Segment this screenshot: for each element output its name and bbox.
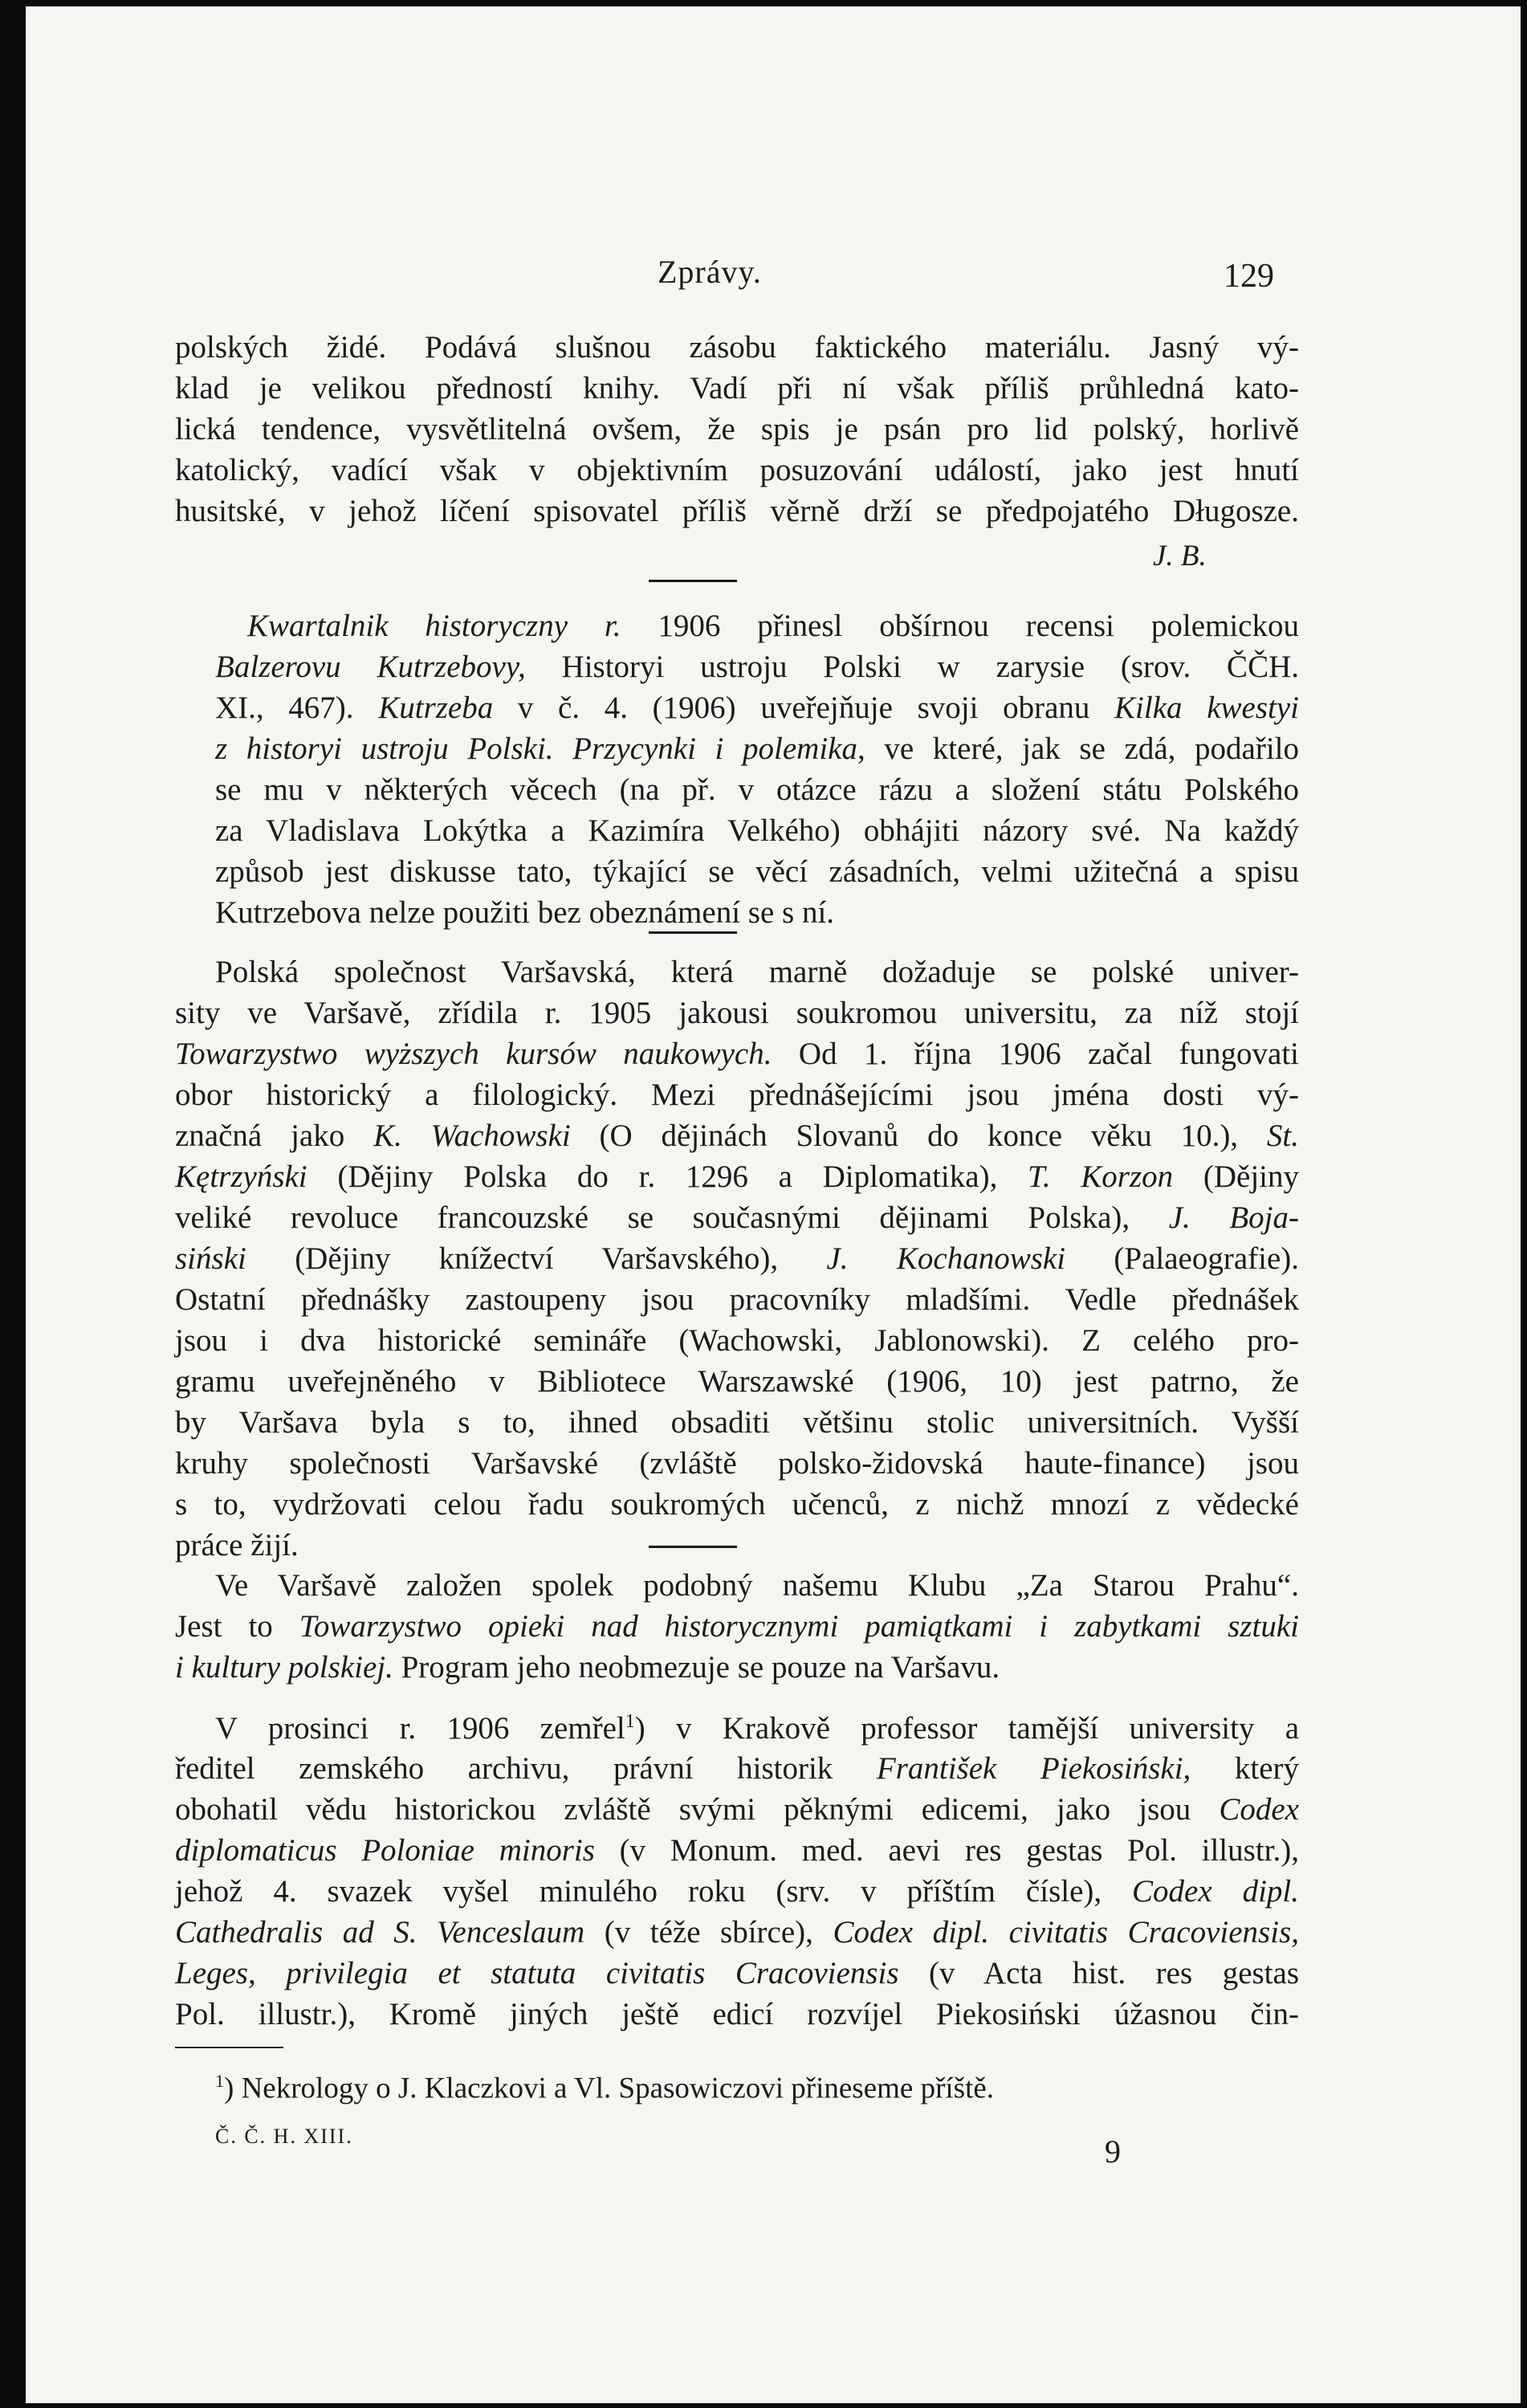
text-line: Pol. illustr.), Kromě jiných ještě edicí rozvíjel Piekosiński úžasnou čin-: [175, 1997, 1299, 2031]
text-line: jsou i dva historické semináře (Wachowski, Jablonowski). Z celého pro-: [175, 1323, 1299, 1358]
text-line: obor historický a filologický. Mezi přednášejícími jsou jména dosti vý-: [175, 1078, 1299, 1112]
text-line: Jest to Towarzystwo opieki nad historycznymi pamiątkami i zabytkami sztuki: [175, 1609, 1299, 1644]
text-line: siński (Dějiny knížectví Varšavského), J. Kochanowski (Palaeografie).: [175, 1241, 1300, 1276]
text-line: Polská společnost Varšavská, která marně dožaduje se polské univer-: [215, 955, 1299, 989]
text-line: katolický, vadící však v objektivním posuzování událostí, jako jest hnutí: [175, 453, 1299, 487]
author-initials: J. B.: [1153, 540, 1207, 572]
signature-mark: Č. Č. H. XIII.: [215, 2125, 353, 2148]
text-line: Leges, privilegia et statuta civitatis Cracoviensis (v Acta hist. res gestas: [175, 1956, 1300, 1990]
text-line: Ve Varšavě založen spolek podobný našemu Klubu „Za Starou Prahu“.: [215, 1568, 1299, 1603]
text-line: Towarzystwo wyższych kursów naukowych. Od 1. října 1906 začal fungovati: [175, 1037, 1299, 1071]
text-line: s to, vydržovati celou řadu soukromých učenců, z nichž mnozí z vědecké: [175, 1487, 1299, 1522]
page-number: 129: [1224, 258, 1274, 295]
section-divider: [649, 1546, 737, 1548]
text-line: Cathedralis ad S. Venceslaum (v téže sbírce), Codex dipl. civitatis Cracoviensis,: [175, 1915, 1299, 1950]
text-line: XI., 467). Kutrzeba v č. 4. (1906) uveřejňuje svoji obranu Kilka kwestyi: [215, 691, 1299, 725]
text-line: obohatil vědu historickou zvláště svými pěknými edicemi, jako jsou Codex: [175, 1792, 1299, 1827]
text-line: značná jako K. Wachowski (O dějinách Slovanů do konce věku 10.), St.: [175, 1118, 1299, 1153]
sheet-number: 9: [1105, 2133, 1121, 2170]
text-line: jehož 4. svazek vyšel minulého roku (srv. v příštím čísle), Codex dipl.: [175, 1874, 1299, 1909]
section-divider: [649, 580, 737, 582]
text-line: i kultury polskiej. Program jeho neobmezuje se pouze na Varšavu.: [175, 1650, 1000, 1685]
text-line: Ostatní přednášky zastoupeny jsou pracovníky mladšími. Vedle přednášek: [175, 1282, 1299, 1317]
text-line: by Varšava byla s to, ihned obsaditi většinu stolic universitních. Vyšší: [175, 1405, 1299, 1440]
text-line: Kutrzebova nelze použiti bez obeznámení se s ní.: [215, 895, 835, 930]
text-line: diplomaticus Poloniae minoris (v Monum. med. aevi res gestas Pol. illustr.),: [175, 1833, 1299, 1868]
text-line: polských židé. Podává slušnou zásobu faktického materiálu. Jasný vý-: [175, 330, 1299, 365]
text-line: gramu uveřejněného v Bibliotece Warszawské (1906, 10) jest patrno, že: [175, 1364, 1299, 1399]
footnote-reference: 1: [625, 1711, 635, 1732]
text-line: ředitel zemského archivu, právní historik František Piekosiński, který: [175, 1751, 1299, 1786]
book-page: [26, 6, 1521, 2403]
footnote-rule: [175, 2047, 283, 2048]
text-line: V prosinci r. 1906 zemřel$^1$) v Krakově professor tamější university a: [215, 1711, 1300, 1746]
text-line: kruhy společnosti Varšavské (zvláště polsko-židovská haute-finance) jsou: [175, 1446, 1299, 1481]
text-line: způsob jest diskusse tato, týkající se věcí zásadních, velmi užitečná a spisu: [215, 854, 1299, 889]
text-line: z historyi ustroju Polski. Przycynki i polemika, ve které, jak se zdá, podařilo: [215, 731, 1299, 766]
text-line: Kętrzyński (Dějiny Polska do r. 1296 a Diplomatika), T. Korzon (Dějiny: [175, 1159, 1299, 1194]
text-line: Balzerovu Kutrzebovy, Historyi ustroju Polski w zarysie (srov. ČČH.: [215, 650, 1299, 684]
footnote: $^1$) Nekrology o J. Klaczkovi a Vl. Spasowiczovi přineseme příště.: [215, 2071, 995, 2105]
text-line: veliké revoluce francouzské se současnými dějinami Polska), J. Boja-: [175, 1200, 1299, 1235]
text-line: lická tendence, vysvětlitelná ovšem, že spis je psán pro lid polský, horlivě: [175, 412, 1299, 446]
section-divider: [649, 931, 737, 934]
text-line: Kwartalnik historyczny r. 1906 přinesl obšírnou recensi polemickou: [247, 609, 1299, 643]
text-line: za Vladislava Lokýtka a Kazimíra Velkého) obhájiti názory své. Na každý: [215, 813, 1299, 848]
text-line: práce žijí.: [175, 1528, 299, 1563]
running-head: Zprávy.: [658, 254, 762, 290]
text-line: sity ve Varšavě, zřídila r. 1905 jakousi soukromou universitu, za níž stojí: [175, 996, 1299, 1030]
text-line: husitské, v jehož líčení spisovatel příliš věrně drží se předpojatého Długosze.: [175, 494, 1299, 528]
text-line: klad je velikou předností knihy. Vadí při ní však příliš průhledná kato-: [175, 371, 1299, 405]
text-line: se mu v některých věcech (na př. v otázce rázu a složení státu Polského: [215, 772, 1299, 807]
